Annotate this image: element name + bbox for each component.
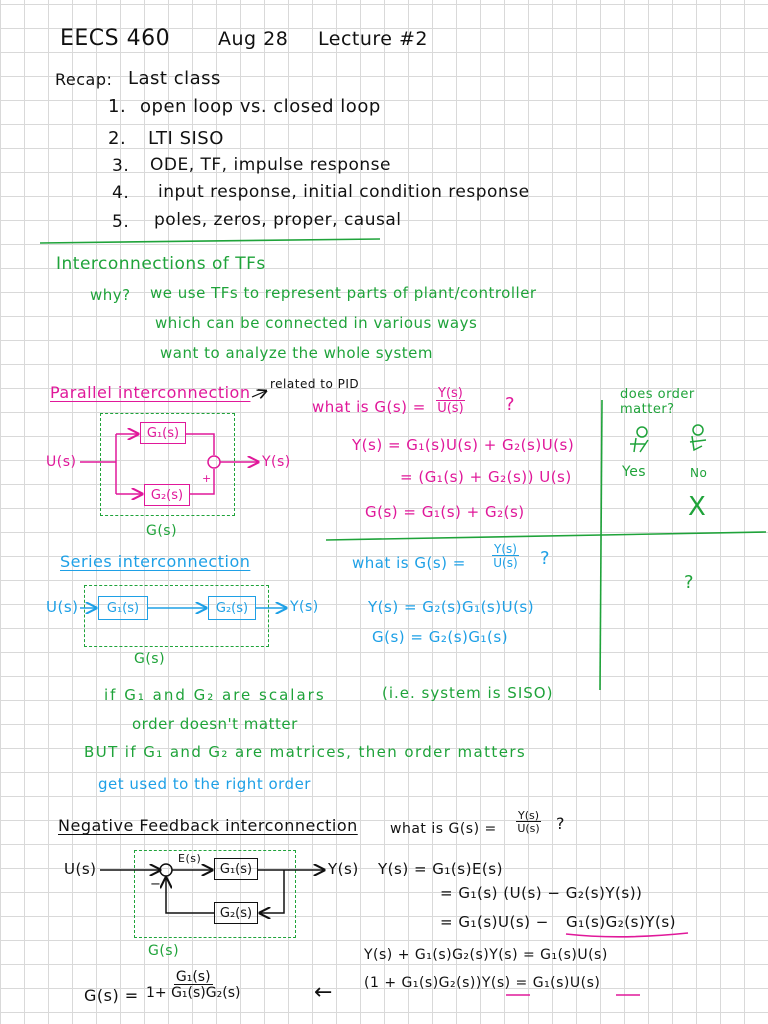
order-note: order doesn't matter bbox=[132, 715, 298, 733]
feedback-heading: Negative Feedback interconnection bbox=[58, 816, 358, 835]
yes-sketch bbox=[630, 427, 648, 452]
course-title: EECS 460 bbox=[60, 26, 171, 51]
parallel-eq1: Y(s) = G₁(s)U(s) + G₂(s)U(s) bbox=[352, 436, 575, 454]
section-divider bbox=[40, 239, 380, 243]
term-underline bbox=[566, 933, 688, 937]
fraction-numerator: Y(s) bbox=[494, 542, 517, 556]
system-label: G(s) bbox=[146, 523, 178, 539]
recap-item-text: open loop vs. closed loop bbox=[140, 96, 381, 117]
fraction-numerator: Y(s) bbox=[438, 386, 463, 401]
question-mark: ? bbox=[556, 814, 565, 833]
parallel-heading: Parallel interconnection bbox=[50, 383, 251, 402]
siso-note: (i.e. system is SISO) bbox=[382, 684, 554, 702]
series-heading: Series interconnection bbox=[60, 552, 251, 571]
feedback-eq2: = G₁(s) (U(s) − G₂(s)Y(s)) bbox=[440, 884, 643, 902]
minus-sign: − bbox=[150, 877, 162, 892]
lecture-date: Aug 28 bbox=[218, 28, 289, 50]
order-reminder: get used to the right order bbox=[98, 775, 311, 793]
fraction-denominator: U(s) bbox=[517, 822, 540, 835]
block-g1: G₁(s) bbox=[214, 858, 258, 880]
block-g1: G₁(s) bbox=[140, 422, 186, 444]
sum-sign: + bbox=[202, 472, 212, 485]
fraction-numerator: Y(s) bbox=[518, 809, 540, 822]
block-g2: G₂(s) bbox=[208, 596, 256, 620]
scalar-note: if G₁ and G₂ are scalars bbox=[104, 686, 326, 704]
recap-item-text: poles, zeros, proper, causal bbox=[154, 210, 402, 230]
related-arrow bbox=[252, 391, 266, 397]
feedback-eq3: = G₁(s)U(s) − bbox=[440, 913, 549, 931]
question-mark: ? bbox=[540, 548, 551, 569]
recap-item-num: 4. bbox=[112, 183, 130, 203]
interconnections-line: which can be connected in various ways bbox=[155, 314, 478, 332]
parallel-eq3: G(s) = G₁(s) + G₂(s) bbox=[365, 503, 525, 521]
feedback-question: what is G(s) = bbox=[390, 821, 497, 837]
interconnections-line: we use TFs to represent parts of plant/controller bbox=[150, 284, 537, 302]
cross-mark: X bbox=[688, 492, 707, 522]
block-g1: G₁(s) bbox=[98, 596, 148, 620]
interconnections-line: want to analyze the whole system bbox=[160, 344, 433, 362]
feedback-eq5: (1 + G₁(s)G₂(s))Y(s) = G₁(s)U(s) bbox=[364, 975, 601, 991]
parallel-wiring bbox=[80, 434, 258, 494]
fraction-denominator: U(s) bbox=[437, 401, 464, 416]
related-note: related to PID bbox=[270, 377, 360, 391]
parallel-series-divider bbox=[326, 532, 766, 540]
output-label: Y(s) bbox=[262, 454, 291, 470]
recap-item-text: input response, initial condition response bbox=[158, 182, 530, 202]
fraction-denominator: 1+ G₁(s)G₂(s) bbox=[146, 985, 241, 1001]
question-mark: ? bbox=[505, 394, 516, 415]
recap-item-text: ODE, TF, impulse response bbox=[150, 155, 391, 175]
parallel-eq2: = (G₁(s) + G₂(s)) U(s) bbox=[400, 468, 572, 486]
output-label: Y(s) bbox=[328, 860, 359, 878]
recap-label: Recap: bbox=[55, 70, 113, 89]
yes-answer: Yes bbox=[622, 464, 647, 480]
lecture-number: Lecture #2 bbox=[318, 28, 429, 50]
result-label: G(s) = bbox=[84, 986, 139, 1005]
recap-item-num: 2. bbox=[108, 128, 127, 149]
recap-item-num: 1. bbox=[108, 96, 127, 117]
no-sketch bbox=[690, 425, 706, 450]
parallel-question: what is G(s) = bbox=[312, 398, 426, 416]
fraction-numerator: G₁(s) bbox=[175, 969, 211, 985]
input-label: U(s) bbox=[46, 598, 79, 616]
block-g2: G₂(s) bbox=[144, 484, 190, 506]
feedback-eq4: Y(s) + G₁(s)G₂(s)Y(s) = G₁(s)U(s) bbox=[364, 947, 608, 963]
input-label: U(s) bbox=[64, 860, 97, 878]
system-label: G(s) bbox=[134, 651, 166, 667]
output-label: Y(s) bbox=[290, 599, 319, 615]
feedback-wiring bbox=[100, 864, 324, 913]
back-arrow: ← bbox=[314, 980, 333, 1005]
error-label: E(s) bbox=[178, 852, 202, 865]
recap-item-text: LTI SISO bbox=[148, 128, 224, 149]
system-label: G(s) bbox=[148, 943, 180, 959]
series-eq1: Y(s) = G₂(s)G₁(s)U(s) bbox=[368, 598, 535, 616]
why-label: why? bbox=[90, 286, 131, 304]
recap-title: Last class bbox=[128, 68, 221, 89]
interconnections-heading: Interconnections of TFs bbox=[56, 254, 266, 274]
block-g2: G₂(s) bbox=[214, 902, 258, 924]
recap-item-num: 5. bbox=[112, 212, 130, 232]
no-answer: No bbox=[690, 466, 708, 480]
series-question: what is G(s) = bbox=[352, 554, 466, 572]
fraction-denominator: U(s) bbox=[493, 556, 518, 570]
feedback-eq3-term: G₁(s)G₂(s)Y(s) bbox=[566, 913, 676, 931]
recap-item-num: 3. bbox=[112, 156, 130, 176]
side-column-divider bbox=[600, 400, 602, 690]
series-eq2: G(s) = G₂(s)G₁(s) bbox=[372, 628, 509, 646]
input-label: U(s) bbox=[46, 454, 77, 470]
matrix-note: BUT if G₁ and G₂ are matrices, then order matters bbox=[84, 743, 527, 761]
side-question-mark: ? bbox=[684, 572, 695, 593]
order-question: does order matter? bbox=[620, 387, 695, 417]
feedback-eq1: Y(s) = G₁(s)E(s) bbox=[378, 860, 503, 878]
